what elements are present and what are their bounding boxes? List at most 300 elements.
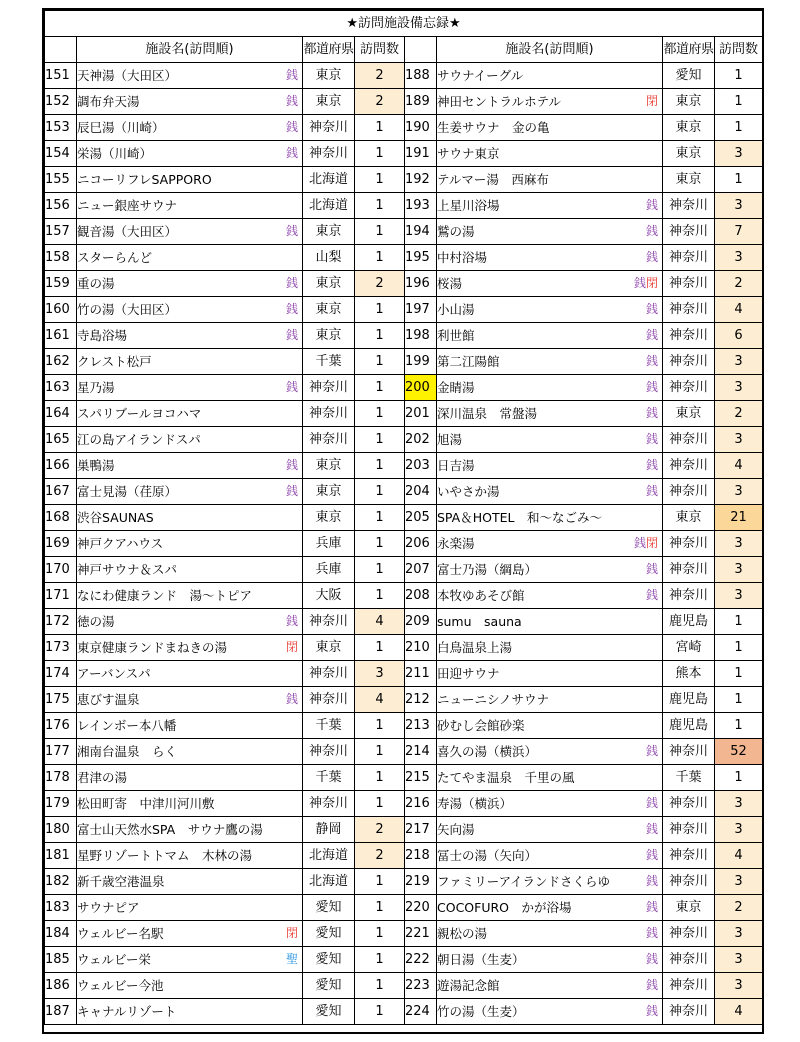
header-number-left	[45, 37, 77, 63]
prefecture: 神奈川	[303, 609, 355, 635]
visit-count: 1	[355, 193, 405, 219]
prefecture: 神奈川	[663, 583, 715, 609]
table-row	[45, 713, 763, 739]
facility-cell	[77, 999, 303, 1025]
prefecture: 千葉	[663, 765, 715, 791]
table-row	[45, 349, 763, 375]
facility-cell	[437, 115, 663, 141]
facility-cell	[77, 869, 303, 895]
facility-table	[44, 10, 763, 1025]
facility-tag: 銭	[645, 1004, 658, 1018]
facility-name: COCOFURO かが浴場	[437, 900, 572, 915]
prefecture: 兵庫	[303, 531, 355, 557]
facility-name: 天神湯（大田区）	[77, 68, 178, 83]
facility-tag: 銭	[645, 406, 658, 420]
header-count-left: 訪問数	[355, 37, 405, 63]
prefecture: 東京	[303, 635, 355, 661]
table-row	[45, 843, 763, 869]
prefecture: 神奈川	[303, 739, 355, 765]
facility-name: スターらんど	[77, 250, 153, 265]
visit-count: 1	[715, 687, 763, 713]
facility-name: 神戸サウナ＆スパ	[77, 562, 178, 577]
prefecture: 神奈川	[663, 375, 715, 401]
title-row	[45, 11, 763, 37]
facility-cell	[77, 167, 303, 193]
visit-number: 184	[45, 921, 77, 947]
visit-count: 1	[715, 661, 763, 687]
visit-record-sheet	[42, 8, 764, 1034]
facility-cell	[77, 973, 303, 999]
facility-cell	[437, 895, 663, 921]
visit-number: 200	[405, 375, 437, 401]
prefecture: 神奈川	[663, 193, 715, 219]
table-row	[45, 817, 763, 843]
header-row	[45, 37, 763, 63]
visit-number: 173	[45, 635, 77, 661]
visit-count: 3	[715, 921, 763, 947]
facility-name: 永楽湯	[437, 536, 475, 551]
prefecture: 愛知	[663, 63, 715, 89]
facility-tag: 銭	[285, 94, 298, 108]
prefecture: 東京	[663, 895, 715, 921]
visit-count: 3	[715, 947, 763, 973]
facility-name: 観音湯（大田区）	[77, 224, 178, 239]
facility-cell	[77, 531, 303, 557]
visit-count: 1	[715, 609, 763, 635]
visit-number: 157	[45, 219, 77, 245]
facility-name: 調布弁天湯	[77, 94, 140, 109]
visit-count: 1	[355, 375, 405, 401]
facility-tag: 銭	[645, 978, 658, 992]
facility-cell	[437, 635, 663, 661]
table-row	[45, 791, 763, 817]
visit-count: 1	[355, 349, 405, 375]
facility-name: テルマー湯 西麻布	[437, 172, 549, 187]
facility-name: キャナルリゾート	[77, 1004, 177, 1019]
facility-cell	[77, 947, 303, 973]
facility-tag: 銭	[285, 614, 298, 628]
table-row	[45, 271, 763, 297]
visit-number: 169	[45, 531, 77, 557]
facility-cell	[437, 973, 663, 999]
visit-number: 190	[405, 115, 437, 141]
facility-cell	[77, 453, 303, 479]
visit-number: 199	[405, 349, 437, 375]
visit-count: 1	[355, 115, 405, 141]
facility-name: 喜久の湯（横浜）	[437, 744, 538, 759]
facility-tag: 銭	[645, 796, 658, 810]
visit-count: 1	[355, 531, 405, 557]
visit-count: 2	[715, 401, 763, 427]
facility-name: 深川温泉 常盤湯	[437, 406, 538, 421]
visit-count: 3	[715, 193, 763, 219]
facility-name: サウナ東京	[437, 146, 500, 161]
prefecture: 北海道	[303, 869, 355, 895]
prefecture: 神奈川	[663, 973, 715, 999]
facility-name: 渋谷SAUNAS	[77, 510, 154, 525]
prefecture: 山梨	[303, 245, 355, 271]
prefecture: 静岡	[303, 817, 355, 843]
header-pref-left: 都道府県	[303, 37, 355, 63]
facility-cell	[437, 167, 663, 193]
visit-number: 186	[45, 973, 77, 999]
visit-count: 3	[715, 557, 763, 583]
visit-count: 3	[715, 349, 763, 375]
facility-cell	[437, 921, 663, 947]
facility-cell	[437, 427, 663, 453]
facility-name: 神戸クアハウス	[77, 536, 164, 551]
visit-number: 221	[405, 921, 437, 947]
visit-number: 189	[405, 89, 437, 115]
facility-tag	[634, 271, 658, 296]
visit-number: 161	[45, 323, 77, 349]
visit-count: 2	[355, 89, 405, 115]
prefecture: 神奈川	[663, 817, 715, 843]
table-row	[45, 973, 763, 999]
facility-cell	[437, 245, 663, 271]
table-row	[45, 531, 763, 557]
prefecture: 北海道	[303, 843, 355, 869]
prefecture: 東京	[663, 141, 715, 167]
visit-number: 216	[405, 791, 437, 817]
visit-number: 202	[405, 427, 437, 453]
facility-tag: 銭	[285, 120, 298, 134]
facility-name: sumu sauna	[437, 614, 522, 629]
visit-number: 174	[45, 661, 77, 687]
visit-number: 167	[45, 479, 77, 505]
visit-number: 160	[45, 297, 77, 323]
visit-count: 1	[715, 63, 763, 89]
visit-number: 198	[405, 323, 437, 349]
visit-number: 212	[405, 687, 437, 713]
facility-tag: 銭	[645, 900, 658, 914]
header-name-right: 施設名(訪問順)	[437, 37, 663, 63]
visit-count: 3	[715, 531, 763, 557]
facility-name: なにわ健康ランド 湯～トピア	[77, 588, 253, 603]
facility-name: 神田セントラルホテル	[437, 94, 562, 109]
facility-tag: 銭	[285, 224, 298, 238]
prefecture: 東京	[303, 297, 355, 323]
visit-number: 163	[45, 375, 77, 401]
visit-count: 1	[355, 245, 405, 271]
prefecture: 愛知	[303, 921, 355, 947]
facility-cell	[77, 349, 303, 375]
facility-name: ニュー銀座サウナ	[77, 198, 178, 213]
visit-number: 192	[405, 167, 437, 193]
visit-number: 185	[45, 947, 77, 973]
visit-number: 156	[45, 193, 77, 219]
facility-cell	[77, 375, 303, 401]
facility-cell	[437, 661, 663, 687]
prefecture: 東京	[663, 89, 715, 115]
visit-number: 196	[405, 271, 437, 297]
prefecture: 神奈川	[663, 271, 715, 297]
visit-number: 219	[405, 869, 437, 895]
visit-count: 1	[355, 895, 405, 921]
prefecture: 神奈川	[663, 739, 715, 765]
visit-number: 170	[45, 557, 77, 583]
visit-count: 1	[355, 921, 405, 947]
facility-tag: 銭	[285, 146, 298, 160]
visit-number: 152	[45, 89, 77, 115]
facility-name: 徳の湯	[77, 614, 115, 629]
visit-number: 205	[405, 505, 437, 531]
prefecture: 神奈川	[303, 375, 355, 401]
visit-number: 165	[45, 427, 77, 453]
table-row	[45, 115, 763, 141]
visit-count: 1	[355, 323, 405, 349]
facility-cell	[77, 817, 303, 843]
visit-count: 1	[355, 505, 405, 531]
facility-cell	[77, 557, 303, 583]
visit-count: 6	[715, 323, 763, 349]
visit-count: 1	[355, 141, 405, 167]
facility-tag-part: 閉	[645, 536, 658, 550]
visit-count: 1	[355, 765, 405, 791]
facility-tag-part: 閉	[645, 276, 658, 290]
facility-tag: 銭	[645, 874, 658, 888]
prefecture: 神奈川	[663, 479, 715, 505]
facility-cell	[77, 895, 303, 921]
visit-number: 151	[45, 63, 77, 89]
prefecture: 神奈川	[663, 427, 715, 453]
facility-cell	[437, 63, 663, 89]
facility-tag: 閉	[285, 926, 298, 940]
facility-cell	[437, 323, 663, 349]
table-row	[45, 921, 763, 947]
facility-tag: 銭	[645, 380, 658, 394]
visit-count: 3	[715, 427, 763, 453]
facility-name: たてやま温泉 千里の風	[437, 770, 575, 785]
facility-name: ウェルビー栄	[77, 952, 152, 967]
visit-count: 4	[715, 999, 763, 1025]
facility-cell	[77, 765, 303, 791]
visit-number: 223	[405, 973, 437, 999]
visit-count: 4	[355, 687, 405, 713]
facility-tag-part: 銭	[633, 276, 646, 290]
visit-count: 2	[355, 63, 405, 89]
table-row	[45, 635, 763, 661]
visit-number: 203	[405, 453, 437, 479]
visit-number: 168	[45, 505, 77, 531]
prefecture: 東京	[303, 505, 355, 531]
prefecture: 東京	[303, 219, 355, 245]
visit-number: 172	[45, 609, 77, 635]
facility-name: 本牧ゆあそび館	[437, 588, 525, 603]
facility-name: ウェルビー名駅	[77, 926, 164, 941]
prefecture: 大阪	[303, 583, 355, 609]
facility-cell	[437, 531, 663, 557]
facility-name: ニコーリフレSAPPORO	[77, 172, 212, 187]
facility-tag: 銭	[645, 432, 658, 446]
visit-number: 182	[45, 869, 77, 895]
visit-count: 3	[715, 973, 763, 999]
visit-number: 162	[45, 349, 77, 375]
table-row	[45, 375, 763, 401]
visit-number: 188	[405, 63, 437, 89]
facility-name: 朝日湯（生麦）	[437, 952, 525, 967]
facility-name: 遊湯記念館	[437, 978, 500, 993]
visit-count: 1	[355, 739, 405, 765]
visit-number: 180	[45, 817, 77, 843]
facility-name: ファミリーアイランドさくらゆ	[437, 874, 611, 889]
visit-count: 1	[715, 167, 763, 193]
facility-cell	[437, 505, 663, 531]
prefecture: 北海道	[303, 193, 355, 219]
facility-cell	[437, 791, 663, 817]
facility-tag: 銭	[645, 328, 658, 342]
visit-count: 1	[355, 973, 405, 999]
visit-count: 1	[355, 427, 405, 453]
facility-tag: 銭	[285, 276, 298, 290]
visit-number: 183	[45, 895, 77, 921]
prefecture: 愛知	[303, 895, 355, 921]
visit-number: 204	[405, 479, 437, 505]
facility-tag: 銭	[645, 250, 658, 264]
facility-cell	[437, 843, 663, 869]
prefecture: 東京	[663, 115, 715, 141]
prefecture: 千葉	[303, 713, 355, 739]
visit-count: 3	[715, 375, 763, 401]
table-row	[45, 739, 763, 765]
facility-name: SPA＆HOTEL 和～なごみ～	[437, 510, 602, 525]
prefecture: 神奈川	[663, 297, 715, 323]
facility-name: 富士見湯（荏原）	[77, 484, 178, 499]
facility-name: 鷲の湯	[437, 224, 475, 239]
facility-tag: 銭	[645, 952, 658, 966]
prefecture: 神奈川	[663, 947, 715, 973]
table-row	[45, 765, 763, 791]
facility-cell	[437, 999, 663, 1025]
facility-name: 親松の湯	[437, 926, 488, 941]
visit-number: 187	[45, 999, 77, 1025]
visit-count: 3	[715, 583, 763, 609]
facility-tag: 閉	[285, 640, 298, 654]
prefecture: 東京	[303, 89, 355, 115]
visit-count: 1	[715, 765, 763, 791]
facility-cell	[77, 115, 303, 141]
facility-name: 湘南台温泉 らく	[77, 744, 178, 759]
table-row	[45, 89, 763, 115]
page-title: ★訪問施設備忘録★	[45, 11, 763, 37]
facility-name: 利世館	[437, 328, 475, 343]
facility-cell	[77, 193, 303, 219]
facility-name: スパリブールヨコハマ	[77, 406, 202, 421]
facility-tag: 銭	[645, 458, 658, 472]
facility-name: 君津の湯	[77, 770, 128, 785]
facility-name: 中村浴場	[437, 250, 488, 265]
visit-count: 2	[355, 843, 405, 869]
visit-number: 209	[405, 609, 437, 635]
facility-name: 恵びす温泉	[77, 692, 140, 707]
facility-name: 旭湯	[437, 432, 463, 447]
facility-name: ウェルビー今池	[77, 978, 164, 993]
facility-cell	[437, 869, 663, 895]
facility-tag: 銭	[285, 692, 298, 706]
facility-name: 冨士の湯（矢向）	[437, 848, 538, 863]
facility-name: 金睛湯	[437, 380, 475, 395]
prefecture: 東京	[303, 479, 355, 505]
facility-cell	[437, 297, 663, 323]
prefecture: 鹿児島	[663, 687, 715, 713]
facility-tag: 銭	[645, 198, 658, 212]
facility-cell	[77, 583, 303, 609]
visit-count: 3	[715, 817, 763, 843]
visit-count: 3	[715, 869, 763, 895]
facility-tag: 銭	[285, 68, 298, 82]
facility-tag	[634, 531, 658, 556]
facility-cell	[437, 817, 663, 843]
facility-tag: 銭	[645, 354, 658, 368]
visit-count: 1	[355, 635, 405, 661]
table-row	[45, 453, 763, 479]
visit-number: 208	[405, 583, 437, 609]
visit-number: 178	[45, 765, 77, 791]
prefecture: 愛知	[303, 947, 355, 973]
visit-count: 1	[355, 219, 405, 245]
facility-tag: 銭	[645, 588, 658, 602]
facility-name: 寿湯（横浜）	[437, 796, 513, 811]
prefecture: 神奈川	[303, 401, 355, 427]
visit-count: 1	[355, 713, 405, 739]
facility-name: クレスト松戸	[77, 354, 152, 369]
prefecture: 神奈川	[663, 323, 715, 349]
prefecture: 神奈川	[663, 453, 715, 479]
table-row	[45, 63, 763, 89]
facility-cell	[437, 739, 663, 765]
prefecture: 千葉	[303, 765, 355, 791]
prefecture: 鹿児島	[663, 713, 715, 739]
visit-number: 195	[405, 245, 437, 271]
facility-cell	[77, 791, 303, 817]
visit-count: 52	[715, 739, 763, 765]
visit-number: 222	[405, 947, 437, 973]
table-row	[45, 999, 763, 1025]
visit-number: 155	[45, 167, 77, 193]
facility-tag: 閉	[645, 94, 658, 108]
facility-name: レインボー本八幡	[77, 718, 177, 733]
visit-count: 1	[355, 297, 405, 323]
facility-name: 辰巳湯（川崎）	[77, 120, 165, 135]
visit-count: 1	[715, 115, 763, 141]
visit-count: 1	[355, 453, 405, 479]
facility-name: 星野リゾートトマム 木林の湯	[77, 848, 253, 863]
prefecture: 東京	[303, 271, 355, 297]
prefecture: 東京	[303, 323, 355, 349]
visit-count: 1	[355, 401, 405, 427]
facility-cell	[77, 635, 303, 661]
facility-tag-part: 銭	[633, 536, 646, 550]
header-name-left: 施設名(訪問順)	[77, 37, 303, 63]
visit-number: 217	[405, 817, 437, 843]
visit-count: 1	[715, 635, 763, 661]
visit-number: 206	[405, 531, 437, 557]
visit-count: 1	[355, 947, 405, 973]
facility-name: 矢向湯	[437, 822, 475, 837]
visit-number: 177	[45, 739, 77, 765]
facility-cell	[77, 713, 303, 739]
prefecture: 神奈川	[663, 531, 715, 557]
table-row	[45, 583, 763, 609]
facility-name: 第二江陽館	[437, 354, 500, 369]
visit-number: 153	[45, 115, 77, 141]
facility-name: 日吉湯	[437, 458, 475, 473]
prefecture: 神奈川	[663, 843, 715, 869]
header-count-right: 訪問数	[715, 37, 763, 63]
visit-count: 2	[715, 895, 763, 921]
visit-number: 194	[405, 219, 437, 245]
facility-name: 竹の湯（生麦）	[437, 1004, 525, 1019]
